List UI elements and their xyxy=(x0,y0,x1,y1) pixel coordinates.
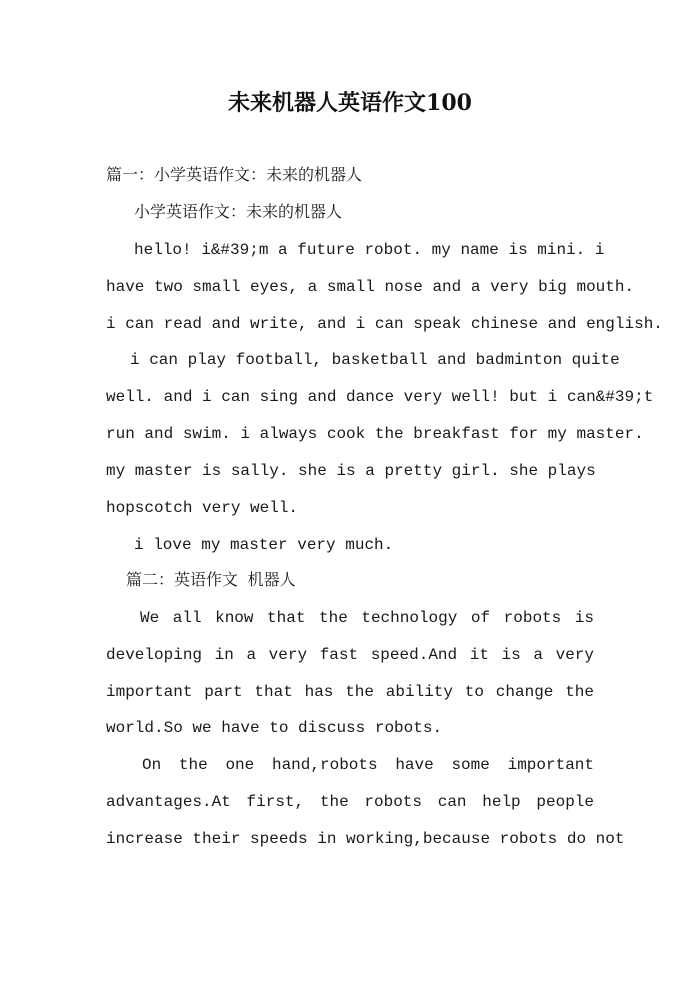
text-line: advantages.At first, the robots can help people xyxy=(106,793,594,811)
text-line: hello! i&#39;m a future robot. my name is mini. i xyxy=(134,241,605,259)
text-line: have two small eyes, a small nose and a very big mouth. xyxy=(106,278,635,296)
section-heading-1: 篇一：小学英语作文：未来的机器人 xyxy=(106,167,363,185)
text-line: We all know that the technology of robots is xyxy=(140,609,594,627)
text-line: developing in a very fast speed.And it is a very xyxy=(106,646,594,664)
text-line: run and swim. i always cook the breakfast for my master. xyxy=(106,425,644,443)
text-line: i can play football, basketball and badminton quite xyxy=(130,351,620,369)
text-line: important part that has the ability to change the xyxy=(106,683,594,701)
paragraph-subtitle: 小学英语作文：未来的机器人 xyxy=(134,204,343,222)
text-line: i love my master very much. xyxy=(134,536,394,554)
text-line: i can read and write, and i can speak chinese and english. xyxy=(106,315,663,333)
text-line: world.So we have to discuss robots. xyxy=(106,719,443,737)
text-line: On the one hand,robots have some important xyxy=(142,756,594,774)
text-line: my master is sally. she is a pretty girl. she plays xyxy=(106,462,596,480)
text-line: increase their speeds in working,because robots do not xyxy=(106,830,625,848)
document-title: 未来机器人英语作文100 xyxy=(228,90,472,116)
section-heading-2: 篇二：英语作文 机器人 xyxy=(126,572,296,590)
text-line: well. and i can sing and dance very well! but i can&#39;t xyxy=(106,388,654,406)
text-line: hopscotch very well. xyxy=(106,499,299,517)
